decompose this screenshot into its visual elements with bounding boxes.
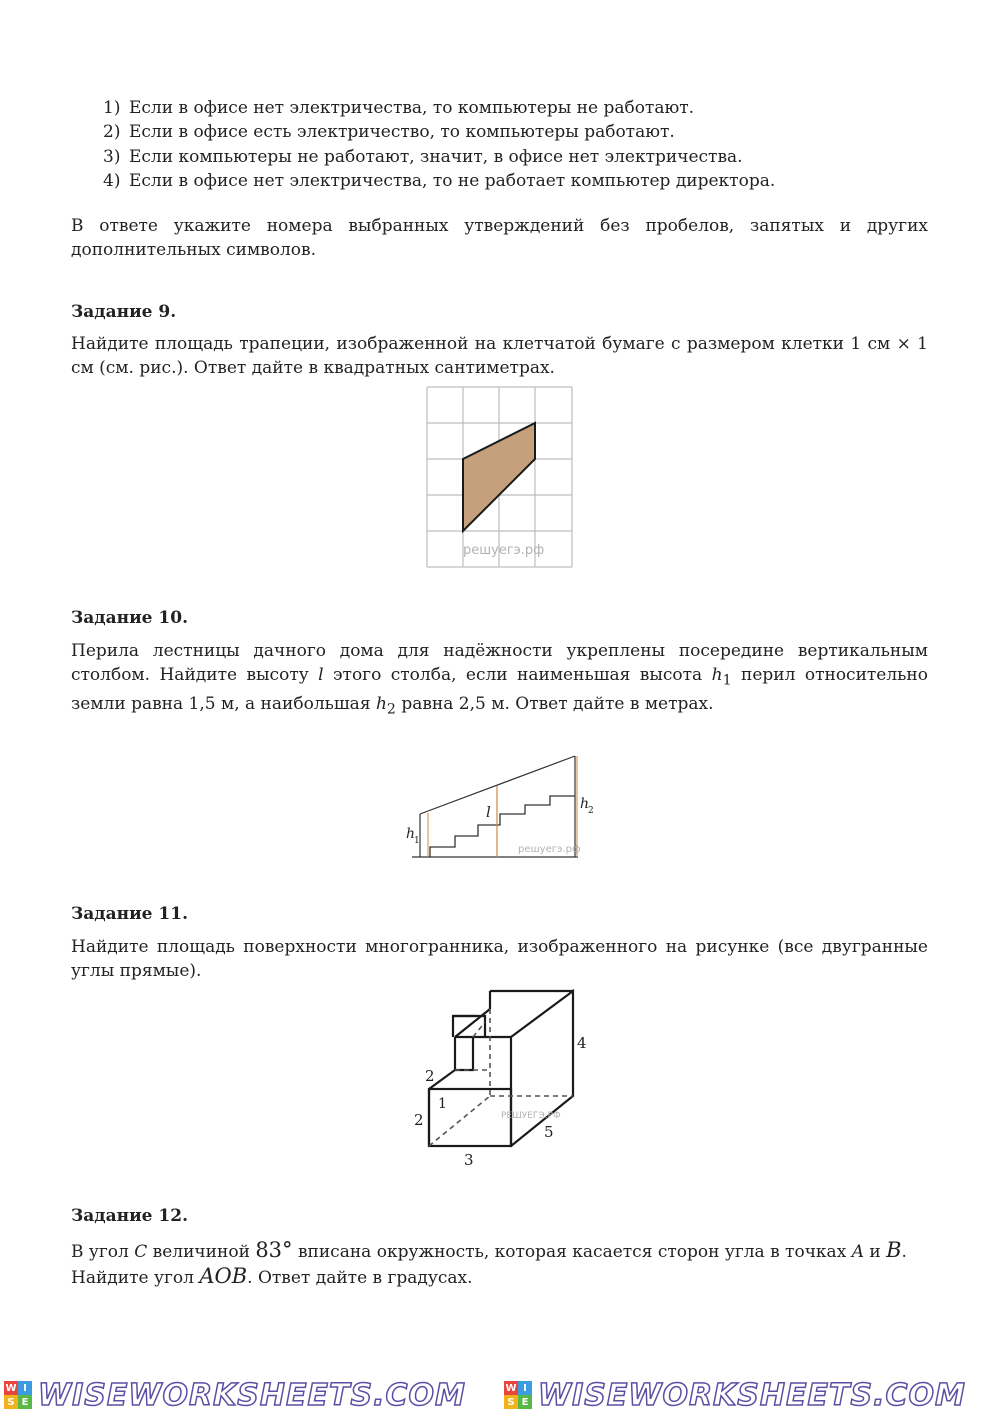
label-5: 5 <box>544 1123 554 1141</box>
task11-heading: Задание 11. <box>71 904 188 924</box>
list-item: 2) Если в офисе есть электричество, то компьютеры работают. <box>103 122 675 143</box>
wise-logo-icon: W I S E <box>4 1381 32 1409</box>
label-1: 1 <box>438 1096 447 1112</box>
watermark: решуегэ.рф <box>463 543 545 558</box>
label-2-side: 2 <box>414 1111 424 1129</box>
footer-watermark-right <box>504 1377 966 1413</box>
task11-text: Найдите площадь поверхности многогранника, изображенного на рисунке (все двугранные углы прямые). <box>71 937 928 981</box>
site-name: WISEWORKSHEETS.COM <box>38 1377 466 1413</box>
task12-text: В угол C величиной 83° вписана окружность, которая касается сторон угла в точках A и B. Найдите угол AOB. Ответ дайте в градусах. <box>71 1238 907 1288</box>
task12-heading: Задание 12. <box>71 1206 188 1226</box>
watermark: РЕШУЕГЭ.РФ <box>501 1111 561 1121</box>
list-item: 1) Если в офисе нет электричества, то компьютеры не работают. <box>103 98 695 118</box>
label-2-top: 2 <box>425 1067 435 1085</box>
label-h1: h <box>406 826 416 842</box>
watermark: решуегэ.рф <box>518 844 581 855</box>
task9-text: Найдите площадь трапеции, изображенной на клетчатой бумаге с размером клетки 1 см × 1 см (см. рис.). Ответ дайте в квадратных сантиметрах. <box>71 334 928 378</box>
statement-list <box>103 96 775 193</box>
wise-logo-icon: W I S E <box>504 1381 532 1409</box>
task10-heading: Задание 10. <box>71 608 188 628</box>
label-l: l <box>486 803 491 821</box>
task9-heading: Задание 9. <box>71 302 177 322</box>
svg-text:2: 2 <box>588 806 594 816</box>
label-3: 3 <box>464 1151 474 1169</box>
label-h2: h <box>580 796 590 812</box>
site-name: WISEWORKSHEETS.COM <box>538 1377 966 1413</box>
task9-grid-figure <box>425 386 575 568</box>
label-4: 4 <box>577 1034 587 1052</box>
task10-text: Перила лестницы дачного дома для надёжности укреплены посередине вертикальным столбом. Найдите высоту l этого столба, если наименьшая высота $h_1$ перил относительно земли равна 1,5 м, а наибольшая $h_2$ равна 2,5 м. Ответ дайте в метрах. <box>71 641 928 718</box>
task11-polyhedron-figure <box>405 985 605 1170</box>
task10-stairs-figure <box>400 750 610 865</box>
svg-text:1: 1 <box>414 836 420 846</box>
answer-instruction: В ответе укажите номера выбранных утверждений без пробелов, запятых и других дополнительных символов. <box>71 216 928 260</box>
list-item: 4) Если в офисе нет электричества, то не работает компьютер директора. <box>103 170 776 191</box>
list-item: 3) Если компьютеры не работают, значит, в офисе нет электричества. <box>103 146 743 167</box>
footer-watermark-left <box>4 1377 466 1413</box>
